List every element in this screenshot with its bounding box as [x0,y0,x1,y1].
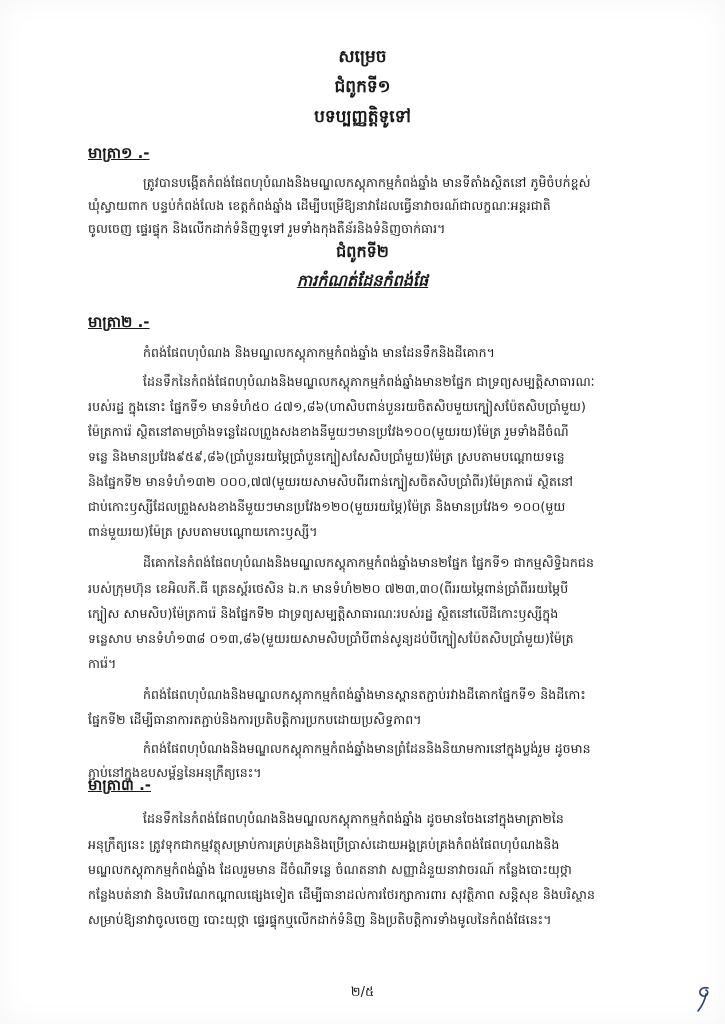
article-2-heading-text: មាត្រា២ .- [88,313,150,331]
article-2-line: ដីគោកនៃកំពង់ផែពហុបំណងនិងមណ្ឌលកស្តុភាកម្មកំពង់ឆ្នាំងមាន២ផ្នែក ផ្នែកទី១ ជាកម្មសិទ្ធិឯកជន [143,555,594,570]
article-2-line: របស់រដ្ឋ ក្នុងនោះ ផ្នែកទី១ មានទំហំ៥០ ៤៧១,៨៦(ហាសិបពាន់បួនរយចិតសិបមួយក្បៀសប៉ែតសិបប្រាំមួយ) [88,399,587,414]
article-3-heading [88,776,151,798]
article-3-line: សម្រាប់ឱ្យនាវាចូលចេញ បោះយុថ្កា ផ្ទេរផ្ទុកឬលើកដាក់ទំនិញ និងប្រតិបត្តិការទាំងមូលនៃកំពង់ផែនេះ។ [88,912,552,927]
article-1-line: ត្រូវបានបង្កើតកំពង់ផែពហុបំណងនិងមណ្ឌលកស្តុភាកម្មកំពង់ឆ្នាំង មានទីតាំងស្ថិតនៅ ភូមិចំបក់ខ្ពស់ [143,175,591,190]
article-2-heading [88,313,150,335]
article-2-line: ម៉ែត្រការ៉េ ស្ថិតនៅតាមច្រាំងទន្លេដែលព្រួងសងខាងនីមួយៗមានប្រវែង១០០(មួយរយ)ម៉ែត្រ រួមទាំងដីចំណី [88,424,569,439]
chapter-2-title: ការកំណត់ដែនកំពង់ផែ [296,271,429,290]
chapter-1-title: បទប្បញ្ញត្តិទូទៅ [314,107,411,127]
article-3-heading-text: មាត្រា៣ .- [88,776,151,794]
article-2-line: របស់ក្រុមហ៊ុន ខេអិលភី.ធី ត្រេនស្ព័រថេសិន ឯ.ក មានទំហំ២២០ ៧២៣,៣០(ពីររយម្ភៃពាន់ប្រាំពីររយម្ភៃបី [88,581,569,596]
handwritten-initial-icon [694,984,714,1014]
article-2-line: កំពង់ផែពហុបំណងនិងមណ្ឌលកស្តុភាកម្មកំពង់ឆ្នាំងមានស្ពានតភ្ជាប់រវាងដីគោកផ្នែកទី១ និងដីកោះ [143,687,586,702]
page-number: ២/៥ [350,985,375,1000]
article-2-line: ជាប់កោះឫស្សីដែលព្រួងសងខាងនីមួយៗមានប្រវែង១២០(មួយរយម្ភៃ)ម៉ែត្រ និងមានប្រវែង១ ១០០(មួយ [88,499,566,514]
article-2-line: ភ្ជាប់នៅក្នុងឧបសម្ព័ន្ធនៃអនុក្រឹត្យនេះ។ [88,765,262,780]
article-3-line: កន្លែងបត់នាវា និងបរិវេណកណ្តាលផ្សេងទៀត ដើម្បីធានាដល់ការថែរក្សាការពារ សុវត្ថិភាព សន្តិសុខ និងបរិស្ថាន [88,887,595,902]
article-3-line: មណ្ឌលកស្តុភាកម្មកំពង់ឆ្នាំង ដែលរួមមាន ដីចំណីទន្លេ ចំណតនាវា សញ្ញាដំនួយនាវាចរណ៍ កន្លែងបោះយុថ្កា [88,862,572,877]
article-1-line: ឃុំស្វាយពាក បន្ទប់កំពង់លែង ខេត្តកំពង់ឆ្នាំង ដើម្បីបម្រើឱ្យនាវាដែលធ្វើនាវាចរណ៍ជាលក្ខណៈអន្តរជាតិ [88,198,551,213]
article-3-line: អនុក្រឹត្យនេះ ត្រូវទុកជាកម្មវត្ថុសម្រាប់ការគ្រប់គ្រងនិងប្រើប្រាស់ដោយអង្គគ្រប់គ្រងកំពង់ផែពហុបំណងនិង [88,837,560,852]
article-3-line: ដែនទឹកនៃកំពង់ផែពហុបំណងនិងមណ្ឌលកស្តុភាកម្មកំពង់ឆ្នាំង ដូចមានចែងនៅក្នុងមាត្រា២នៃ [143,811,564,826]
article-2-line: ពាន់មួយរយ)ម៉ែត្រ ស្របតាមបណ្តោយកោះឫស្សី។ [88,524,318,539]
article-1-heading-text: មាត្រា១ .- [88,144,150,162]
article-2-line: ការ៉េ។ [88,656,117,671]
chapter-2-number: ជំពូកទី២ [336,242,389,261]
decision-title: សម្រេច [338,47,387,67]
article-1-line: ចូលចេញ ផ្ទេរផ្ទុក និងលើកដាក់ទំនិញទូទៅ រួមទាំងកុងតឺន័រនិងទំនិញចាក់ធារ។ [88,221,446,236]
article-2-line: កំពង់ផែពហុបំណងនិងមណ្ឌលកស្តុភាកម្មកំពង់ឆ្នាំងមានព្រំដែននិងនិយាមការនៅក្នុងប្លង់រួម ដូចមាន [143,741,591,756]
article-2-line: ទន្លេសាប មានទំហំ១៣៨ ០១៣,៨៦(មួយរយសាមសិបប្រាំបីពាន់សូន្យដប់បីក្បៀសប៉ែតសិបប្រាំមួយ)ម៉ែត្រ [88,631,574,646]
article-1-heading [88,144,150,166]
article-2-line: និងផ្នែកទី២ មានទំហំ១៣២ ០០០,៧៧(មួយរយសាមសិបពីរពាន់ក្បៀសចិតសិបប្រាំពីរ)ម៉ែត្រការ៉េ ស្ថិតនៅ [88,474,573,489]
article-2-line: ផ្នែកទី២ ដើម្បីធានាការតភ្ជាប់និងការប្រតិបត្តិការប្រកបដោយប្រសិទ្ធភាព។ [88,712,422,727]
article-2-line: កំពង់ផែពហុបំណង និងមណ្ឌលកស្តុភាកម្មកំពង់ឆ្នាំង មានដែនទឹកនិងដីគោក។ [143,345,496,360]
chapter-1-number: ជំពូកទី១ [334,77,391,97]
article-2-line: ក្បៀស សាមសិប)ម៉ែត្រការ៉េ និងផ្នែកទី២ ជាទ្រព្យសម្បត្តិសាធារណៈរបស់រដ្ឋ ស្ថិតនៅលើដីកោះឫស្សីក្នុង [88,606,559,621]
article-2-line: ទន្លេ និងមានប្រវែង៩៥៩,៨៦(ប្រាំបួនរយម្ភៃប្រាំបួនក្បៀសសែសិបប្រាំមួយ)ម៉ែត្រ ស្របតាមបណ្តោយទន្លេ [88,449,565,464]
article-2-line: ដែនទឹកនៃកំពង់ផែពហុបំណងនិងមណ្ឌលកស្តុភាកម្មកំពង់ឆ្នាំងមាន២ផ្នែក ជាទ្រព្យសម្បត្តិសាធារណៈ [143,374,595,389]
